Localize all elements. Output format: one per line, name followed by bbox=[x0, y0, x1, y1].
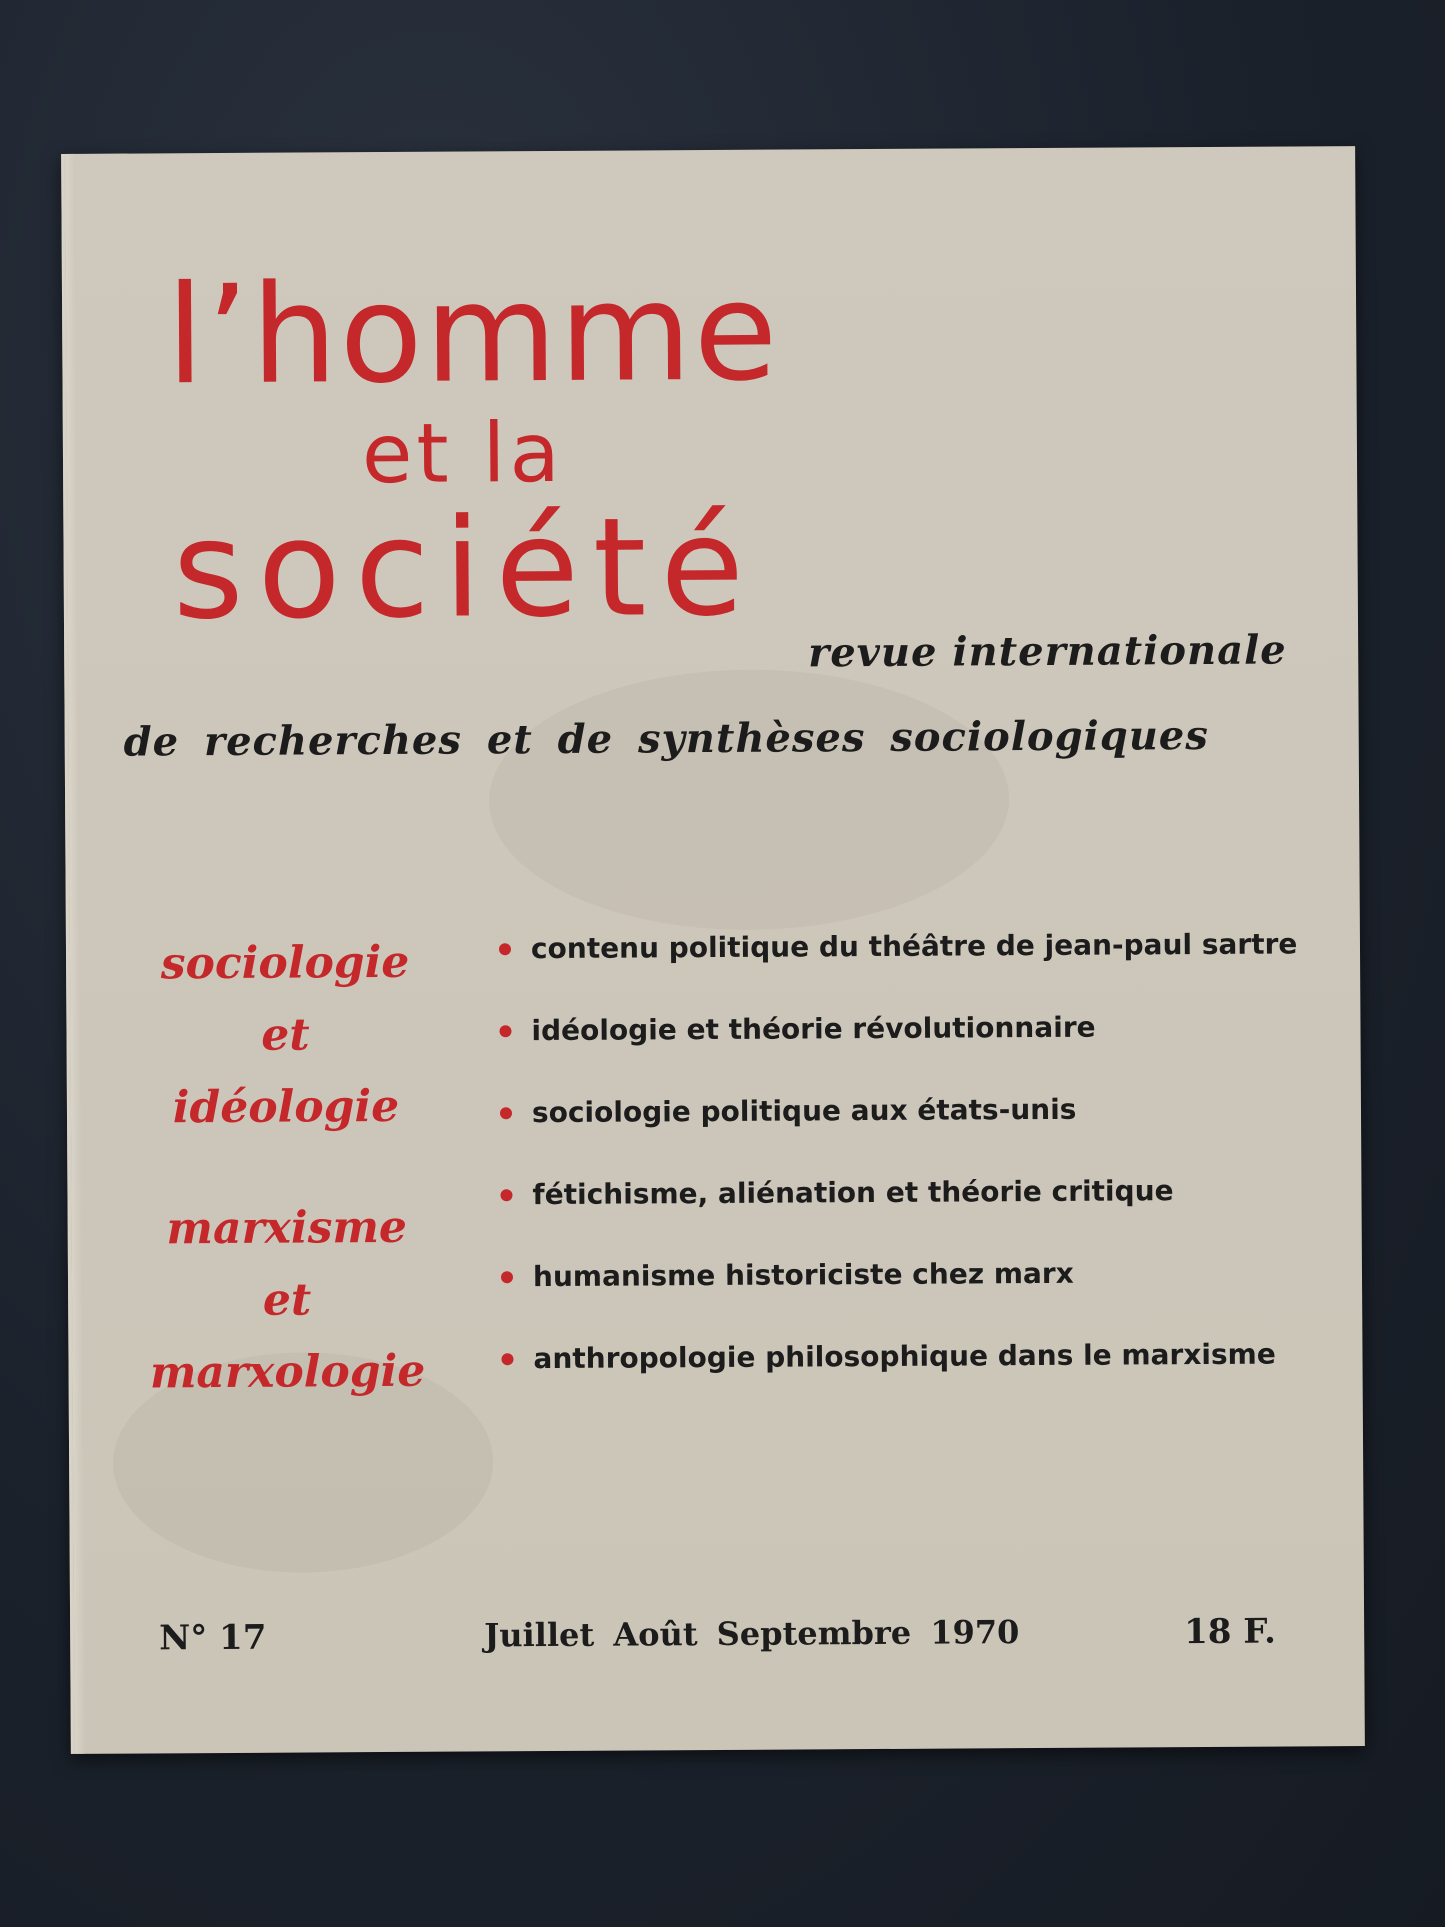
article-title: fétichisme, aliénation et théorie critique bbox=[532, 1174, 1174, 1212]
toc-item bbox=[496, 1171, 1276, 1258]
toc-item bbox=[497, 1335, 1277, 1422]
section-heading-line: sociologie bbox=[160, 936, 410, 990]
article-title: humanisme historiciste chez marx bbox=[532, 1256, 1074, 1294]
section-heading-line: et bbox=[261, 1009, 310, 1061]
subtitle-line-2: de recherches et de synthèses sociologiques bbox=[123, 711, 1209, 766]
bullet-dot-icon bbox=[500, 1189, 512, 1201]
article-title: contenu politique du théâtre de jean-paul sartre bbox=[530, 927, 1298, 966]
article-title: idéologie et théorie révolutionnaire bbox=[531, 1010, 1096, 1048]
section-heading-line: et bbox=[262, 1274, 312, 1326]
section-heading-line: marxisme bbox=[166, 1201, 408, 1255]
title-line-3: société bbox=[172, 488, 759, 651]
price: 18 F. bbox=[1184, 1611, 1277, 1653]
paper-stain bbox=[488, 668, 1010, 931]
issue-date: Juillet Août Septembre 1970 bbox=[484, 1613, 1020, 1655]
section-heading-1 bbox=[120, 927, 451, 1145]
bullet-dot-icon bbox=[501, 1353, 513, 1365]
toc-item bbox=[496, 1089, 1276, 1176]
table-of-contents bbox=[495, 925, 1298, 1422]
article-title: sociologie politique aux états-unis bbox=[531, 1092, 1077, 1130]
subtitle-line-1: revue internationale bbox=[808, 626, 1287, 677]
issue-number: N° 17 bbox=[159, 1617, 267, 1659]
title-line-2: et la bbox=[361, 405, 564, 503]
title-line-1: l’homme bbox=[165, 253, 780, 416]
bullet-dot-icon bbox=[500, 1107, 512, 1119]
section-heading-2 bbox=[121, 1192, 452, 1410]
bullet-dot-icon bbox=[501, 1271, 513, 1283]
bullet-dot-icon bbox=[499, 943, 511, 955]
toc-item bbox=[497, 1253, 1277, 1340]
bullet-dot-icon bbox=[499, 1025, 511, 1037]
section-heading-line: marxologie bbox=[149, 1345, 426, 1399]
magazine-cover bbox=[61, 146, 1365, 1754]
toc-item bbox=[495, 925, 1298, 1012]
toc-item bbox=[495, 1007, 1275, 1094]
section-heading-line: idéologie bbox=[172, 1080, 400, 1134]
article-title: anthropologie philosophique dans le marxisme bbox=[533, 1337, 1276, 1376]
